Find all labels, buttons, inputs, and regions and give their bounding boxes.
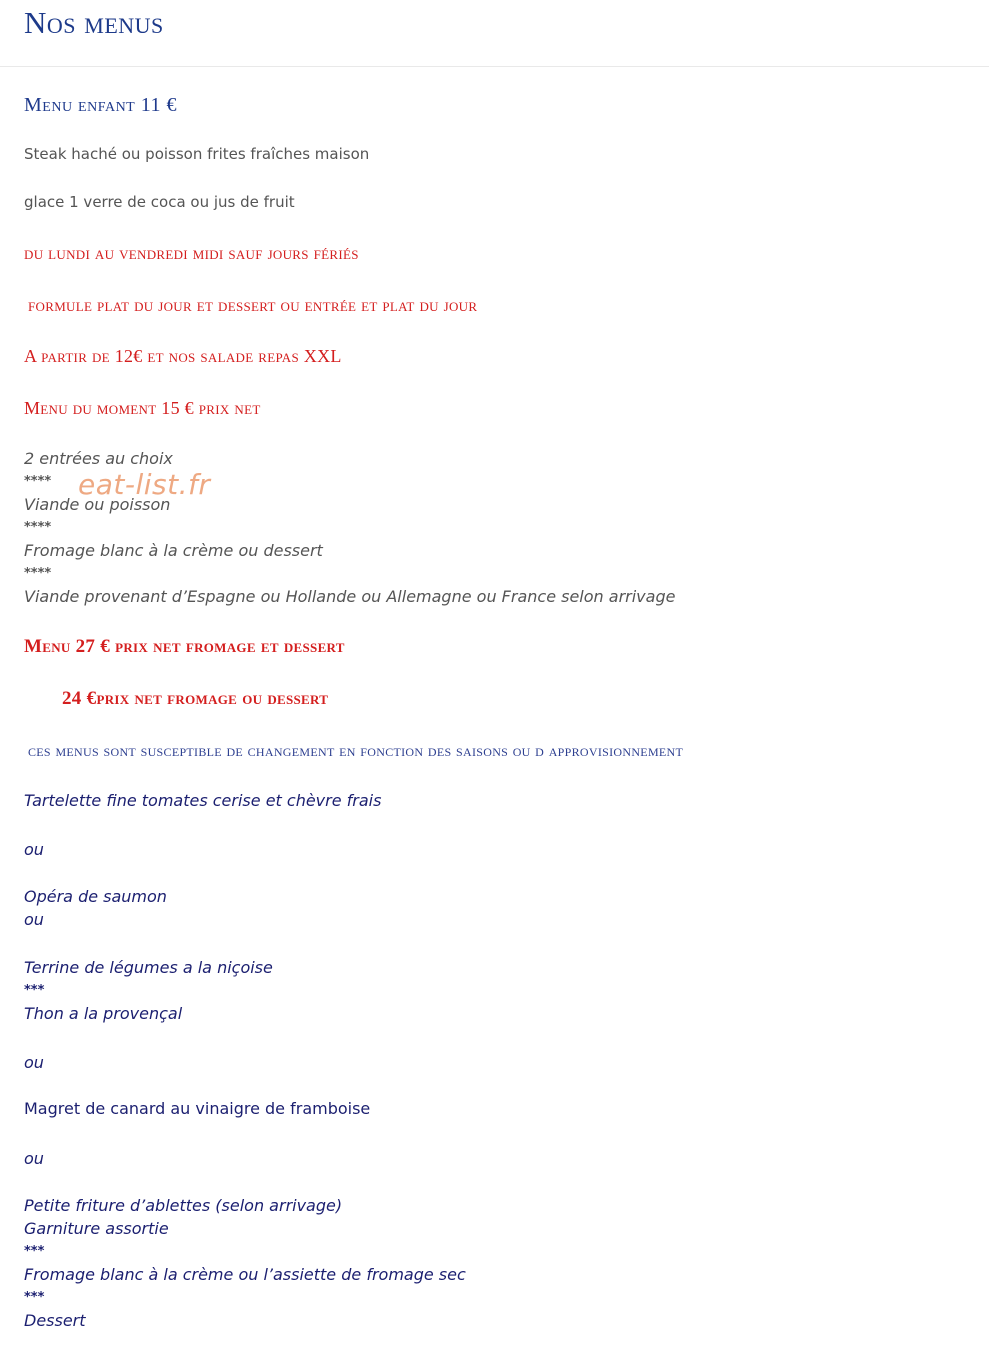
menu-moment-title: Menu du moment 15 € prix net <box>24 398 261 418</box>
dish-fromage: Fromage blanc à la crème ou l’assiette de fromage sec <box>24 1265 466 1284</box>
dish-entree-1: Tartelette fine tomates cerise et chèvre frais <box>24 791 382 810</box>
menu-moment-line: 2 entrées au choix <box>24 449 173 468</box>
lunch-formula-line: formule plat du jour et dessert ou entrée et plat du jour <box>28 295 478 315</box>
separator-stars: *** <box>24 1290 45 1305</box>
dish-entree-2: Opéra de saumon <box>24 887 167 906</box>
menu-notice: ces menus sont susceptible de changement en fonction des saisons ou d approvisionnement <box>28 741 684 760</box>
menu-moment-line: Fromage blanc à la crème ou dessert <box>24 541 323 560</box>
dish-dessert: Dessert <box>24 1311 86 1330</box>
menu-enfant-title: Menu enfant 11 € <box>24 94 177 116</box>
dish-or: ou <box>24 1053 44 1072</box>
watermark: eat-list.fr <box>78 468 211 501</box>
lunch-price-line: A partir de 12€ et nos salade repas XXL <box>24 346 342 366</box>
dish-plat-1: Thon a la provençal <box>24 1004 183 1023</box>
separator-stars: **** <box>24 520 52 535</box>
separator-stars: *** <box>24 983 45 998</box>
separator-stars: **** <box>24 474 52 489</box>
dish-group-final <box>24 1194 466 1332</box>
separator-stars: **** <box>24 566 52 581</box>
menu-moment-line: Viande ou poisson <box>24 495 171 514</box>
dish-plat-2: Magret de canard au vinaigre de framboise <box>24 1099 371 1118</box>
dish-or: ou <box>24 910 44 929</box>
page-header <box>0 0 989 67</box>
menu-moment-line: Viande provenant d’Espagne ou Hollande ou Allemagne ou France selon arrivage <box>24 587 676 606</box>
dish-entree-3: Terrine de légumes a la niçoise <box>24 958 273 977</box>
menu-24-subtitle: 24 €prix net fromage ou dessert <box>62 688 329 709</box>
menu-enfant-line-2: glace 1 verre de coca ou jus de fruit <box>24 193 295 211</box>
dish-garniture: Garniture assortie <box>24 1219 169 1238</box>
dish-or: ou <box>24 1149 44 1168</box>
dish-or: ou <box>24 840 44 859</box>
dish-group-plat <box>24 956 273 1025</box>
page-title: Nos menus <box>24 5 164 40</box>
lunch-days-line: du lundi au vendredi midi sauf jours fériés <box>24 243 359 263</box>
menu-27-title: Menu 27 € prix net fromage et dessert <box>24 636 345 657</box>
separator-stars: *** <box>24 1244 45 1259</box>
dish-group-entrees <box>24 885 167 931</box>
menu-enfant-line-1: Steak haché ou poisson frites fraîches maison <box>24 145 370 163</box>
dish-plat-3: Petite friture d’ablettes (selon arrivage) <box>24 1196 343 1215</box>
